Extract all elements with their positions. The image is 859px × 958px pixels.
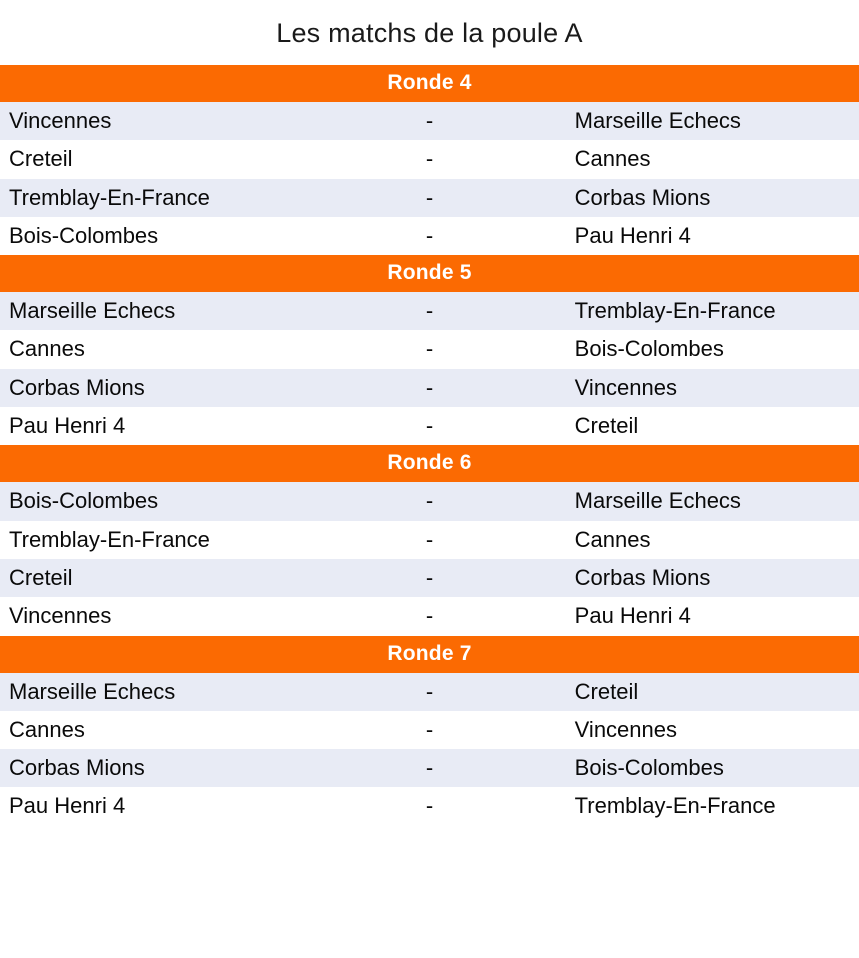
home-team: Tremblay-En-France: [0, 521, 286, 559]
round-header-row: [0, 445, 859, 482]
table-row: [0, 521, 859, 559]
match-separator: -: [286, 597, 572, 635]
round-header-row: [0, 255, 859, 292]
match-separator: -: [286, 521, 572, 559]
away-team: Cannes: [573, 140, 859, 178]
page-title: Les matchs de la poule A: [276, 18, 583, 48]
home-team: Creteil: [0, 559, 286, 597]
table-row: [0, 102, 859, 140]
home-team: Cannes: [0, 330, 286, 368]
round-title: Ronde 5: [0, 255, 859, 292]
table-row: [0, 749, 859, 787]
home-team: Vincennes: [0, 597, 286, 635]
away-team: Creteil: [573, 407, 859, 445]
away-team: Vincennes: [573, 369, 859, 407]
away-team: Tremblay-En-France: [573, 787, 859, 825]
round-title: Ronde 4: [0, 65, 859, 102]
home-team: Marseille Echecs: [0, 673, 286, 711]
away-team: Pau Henri 4: [573, 597, 859, 635]
table-row: [0, 711, 859, 749]
table-row: [0, 673, 859, 711]
away-team: Vincennes: [573, 711, 859, 749]
match-separator: -: [286, 179, 572, 217]
match-separator: -: [286, 482, 572, 520]
home-team: Pau Henri 4: [0, 787, 286, 825]
home-team: Marseille Echecs: [0, 292, 286, 330]
away-team: Corbas Mions: [573, 179, 859, 217]
table-row: [0, 330, 859, 368]
away-team: Pau Henri 4: [573, 217, 859, 255]
home-team: Cannes: [0, 711, 286, 749]
table-row: [0, 369, 859, 407]
table-row: [0, 217, 859, 255]
table-row: [0, 787, 859, 825]
home-team: Vincennes: [0, 102, 286, 140]
match-separator: -: [286, 330, 572, 368]
match-separator: -: [286, 140, 572, 178]
home-team: Creteil: [0, 140, 286, 178]
away-team: Tremblay-En-France: [573, 292, 859, 330]
match-separator: -: [286, 749, 572, 787]
match-separator: -: [286, 787, 572, 825]
schedule-body: [0, 65, 859, 826]
home-team: Corbas Mions: [0, 369, 286, 407]
away-team: Corbas Mions: [573, 559, 859, 597]
home-team: Bois-Colombes: [0, 217, 286, 255]
match-separator: -: [286, 102, 572, 140]
match-separator: -: [286, 559, 572, 597]
table-row: [0, 482, 859, 520]
away-team: Bois-Colombes: [573, 749, 859, 787]
home-team: Pau Henri 4: [0, 407, 286, 445]
round-header-row: [0, 65, 859, 102]
home-team: Corbas Mions: [0, 749, 286, 787]
round-header-row: [0, 636, 859, 673]
table-row: [0, 179, 859, 217]
away-team: Creteil: [573, 673, 859, 711]
table-row: [0, 597, 859, 635]
table-row: [0, 407, 859, 445]
away-team: Marseille Echecs: [573, 102, 859, 140]
round-title: Ronde 7: [0, 636, 859, 673]
match-schedule-table: [0, 65, 859, 826]
home-team: Bois-Colombes: [0, 482, 286, 520]
match-separator: -: [286, 711, 572, 749]
match-separator: -: [286, 292, 572, 330]
match-separator: -: [286, 407, 572, 445]
table-row: [0, 292, 859, 330]
home-team: Tremblay-En-France: [0, 179, 286, 217]
away-team: Marseille Echecs: [573, 482, 859, 520]
away-team: Bois-Colombes: [573, 330, 859, 368]
match-separator: -: [286, 369, 572, 407]
table-row: [0, 559, 859, 597]
round-title: Ronde 6: [0, 445, 859, 482]
away-team: Cannes: [573, 521, 859, 559]
table-row: [0, 140, 859, 178]
match-separator: -: [286, 673, 572, 711]
match-separator: -: [286, 217, 572, 255]
